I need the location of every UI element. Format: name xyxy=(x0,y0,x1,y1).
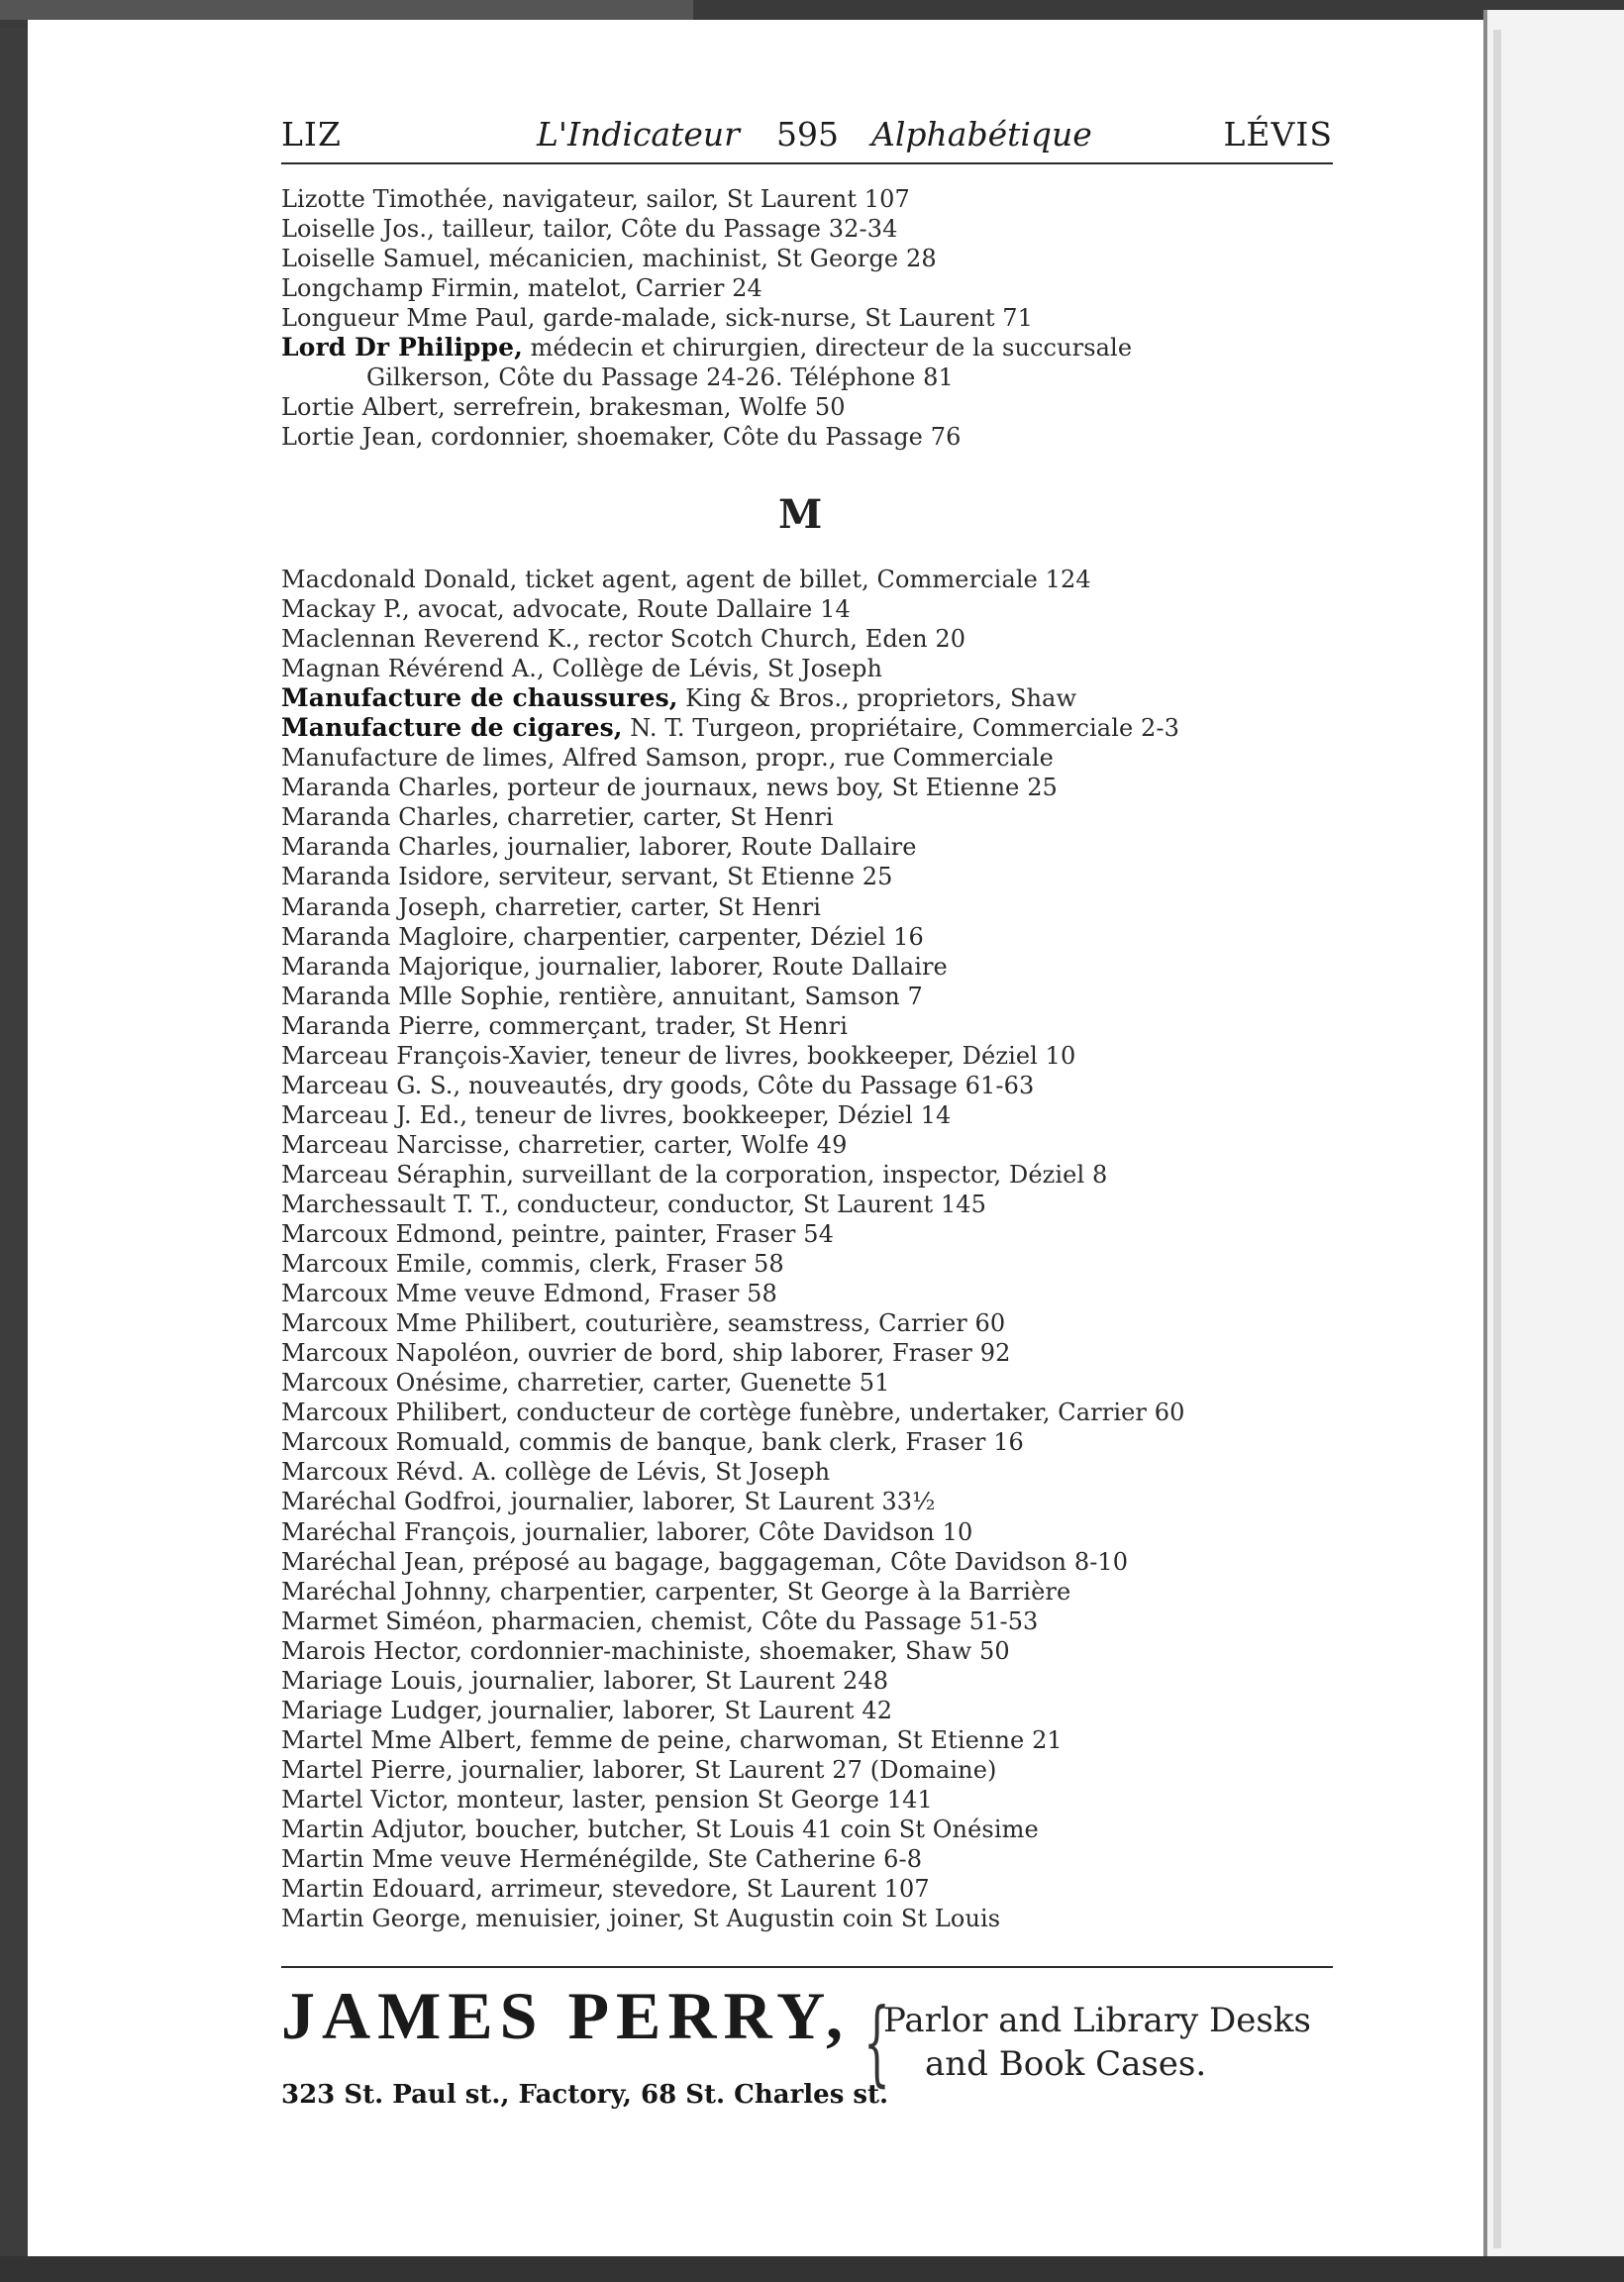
advertiser-name: JAMES PERRY, xyxy=(281,1978,851,2053)
advertisement-rule xyxy=(281,1966,1333,1968)
entry-text: médecin et chirurgien, directeur de la succursale xyxy=(522,334,1133,363)
section-letter-heading: M xyxy=(778,491,823,538)
page-gutter-shadow xyxy=(1493,30,1501,2248)
directory-entry xyxy=(281,363,1370,392)
entry-bold-name: Lord Dr Philippe, xyxy=(281,333,523,363)
directory-entry xyxy=(281,624,1370,654)
entry-text: Marcoux Révd. A. collège de Lévis, St Joseph xyxy=(281,1458,831,1487)
directory-entry xyxy=(281,832,1370,862)
advertisement-products-line-2: and Book Cases. xyxy=(925,2044,1207,2084)
directory-entry xyxy=(281,565,1370,594)
header-title: L'Indicateur xyxy=(537,115,740,154)
directory-entry xyxy=(281,1368,1370,1398)
scan-border-bottom xyxy=(0,2256,1624,2282)
entry-text: Marceau François-Xavier, teneur de livres, bookkeeper, Déziel 10 xyxy=(281,1041,1076,1070)
directory-entry xyxy=(281,1666,1370,1696)
directory-entry xyxy=(281,184,1370,214)
directory-entry xyxy=(281,1696,1370,1725)
entry-text: King & Bros., proprietors, Shaw xyxy=(677,684,1077,713)
directory-entry xyxy=(281,1308,1370,1338)
entry-text: Manufacture de limes, Alfred Samson, propr., rue Commerciale xyxy=(281,744,1054,773)
directory-entry xyxy=(281,1844,1370,1874)
scan-border-top-shadow xyxy=(0,0,693,20)
directory-entry xyxy=(281,1487,1370,1516)
entry-text: Maranda Charles, charretier, carter, St Henri xyxy=(281,803,834,832)
entry-text: Longchamp Firmin, matelot, Carrier 24 xyxy=(281,274,762,303)
scan-border-left xyxy=(0,0,28,2282)
entry-text: Martin Edouard, arrimeur, stevedore, St Laurent 107 xyxy=(281,1875,930,1904)
page-number: 595 xyxy=(776,115,839,154)
entry-text: Marchessault T. T., conducteur, conductor, St Laurent 145 xyxy=(281,1190,987,1218)
directory-entry xyxy=(281,273,1370,303)
entry-text: Marmet Siméon, pharmacien, chemist, Côte du Passage 51-53 xyxy=(281,1607,1039,1635)
entry-text: Macdonald Donald, ticket agent, agent de billet, Commerciale 124 xyxy=(281,566,1091,593)
directory-entry xyxy=(281,1219,1370,1249)
directory-entry xyxy=(281,1427,1370,1457)
directory-entry xyxy=(281,1011,1370,1041)
entry-text: Maranda Mlle Sophie, rentière, annuitant, Samson 7 xyxy=(281,982,923,1010)
directory-entry xyxy=(281,1190,1370,1219)
entry-text: Maréchal Johnny, charpentier, carpenter, St George à la Barrière xyxy=(281,1577,1071,1606)
advertisement-products-line-1: Parlor and Library Desks xyxy=(883,2001,1311,2040)
entry-text: Maréchal François, journalier, laborer, Côte Davidson 10 xyxy=(281,1517,973,1546)
entry-text: Marceau J. Ed., teneur de livres, bookkeeper, Déziel 14 xyxy=(281,1100,952,1129)
directory-entry xyxy=(281,802,1370,832)
entry-text: Magnan Révérend A., Collège de Lévis, St Joseph xyxy=(281,655,883,683)
entry-text: Gilkerson, Côte du Passage 24-26. Téléphone 81 xyxy=(366,363,954,392)
entry-text: Maréchal Jean, préposé au bagage, baggageman, Côte Davidson 8-10 xyxy=(281,1547,1129,1576)
header-range-end: LÉVIS xyxy=(1223,115,1333,154)
directory-entry xyxy=(281,333,1370,363)
entry-text: Marois Hector, cordonnier-machiniste, shoemaker, Shaw 50 xyxy=(281,1636,1010,1665)
directory-entry xyxy=(281,1547,1370,1577)
directory-entry xyxy=(281,1607,1370,1636)
entry-text: Marceau Séraphin, surveillant de la corporation, inspector, Déziel 8 xyxy=(281,1160,1108,1189)
entry-text: Loiselle Samuel, mécanicien, machinist, St George 28 xyxy=(281,245,937,273)
directory-entry xyxy=(281,594,1370,624)
directory-entry xyxy=(281,214,1370,244)
directory-list-m xyxy=(281,565,1370,1933)
entry-text: Martin George, menuisier, joiner, St Augustin coin St Louis xyxy=(281,1905,1001,1933)
entry-text: Loiselle Jos., tailleur, tailor, Côte du Passage 32-34 xyxy=(281,215,898,244)
directory-entry xyxy=(281,1815,1370,1844)
directory-entry xyxy=(281,1100,1370,1130)
directory-entry xyxy=(281,773,1370,802)
entry-text: Mackay P., avocat, advocate, Route Dallaire 14 xyxy=(281,595,851,624)
directory-entry xyxy=(281,1398,1370,1427)
entry-text: Marcoux Philibert, conducteur de cortège funèbre, undertaker, Carrier 60 xyxy=(281,1399,1185,1427)
entry-text: Marcoux Emile, commis, clerk, Fraser 58 xyxy=(281,1250,784,1279)
directory-entry xyxy=(281,1517,1370,1547)
directory-entry xyxy=(281,982,1370,1011)
header-range-start: LIZ xyxy=(281,115,342,154)
entry-text: Mariage Louis, journalier, laborer, St Laurent 248 xyxy=(281,1666,889,1695)
entry-text: Lortie Jean, cordonnier, shoemaker, Côte du Passage 76 xyxy=(281,423,962,452)
running-header xyxy=(281,111,1333,164)
entry-text: Marcoux Mme Philibert, couturière, seamstress, Carrier 60 xyxy=(281,1309,1006,1338)
directory-entry xyxy=(281,743,1370,773)
directory-entry xyxy=(281,1279,1370,1308)
directory-entry xyxy=(281,1338,1370,1368)
directory-entry xyxy=(281,922,1370,952)
entry-text: Mariage Ludger, journalier, laborer, St Laurent 42 xyxy=(281,1696,893,1724)
directory-entry xyxy=(281,392,1370,422)
entry-text: Marceau Narcisse, charretier, carter, Wolfe 49 xyxy=(281,1130,848,1159)
entry-text: N. T. Turgeon, propriétaire, Commerciale 2-3 xyxy=(622,714,1179,743)
directory-entry xyxy=(281,1249,1370,1279)
directory-entry xyxy=(281,1071,1370,1100)
directory-entry xyxy=(281,713,1370,743)
directory-entry xyxy=(281,1785,1370,1815)
directory-entry xyxy=(281,683,1370,713)
entry-text: Marceau G. S., nouveautés, dry goods, Côte du Passage 61-63 xyxy=(281,1071,1035,1099)
directory-entry xyxy=(281,862,1370,891)
entry-text: Maranda Joseph, charretier, carter, St Henri xyxy=(281,892,822,921)
directory-entry xyxy=(281,1725,1370,1755)
entry-text: Maranda Charles, porteur de journaux, news boy, St Etienne 25 xyxy=(281,774,1058,802)
directory-entry xyxy=(281,303,1370,333)
entry-text: Marcoux Romuald, commis de banque, bank clerk, Fraser 16 xyxy=(281,1428,1024,1457)
entry-text: Marcoux Onésime, charretier, carter, Guenette 51 xyxy=(281,1369,890,1398)
advertiser-address: 323 St. Paul st., Factory, 68 St. Charles st. xyxy=(281,2080,889,2110)
entry-text: Maclennan Reverend K., rector Scotch Church, Eden 20 xyxy=(281,625,966,654)
entry-text: Marcoux Edmond, peintre, painter, Fraser 54 xyxy=(281,1220,834,1249)
entry-text: Martin Mme veuve Herménégilde, Ste Catherine 6-8 xyxy=(281,1845,923,1874)
entry-text: Marcoux Napoléon, ouvrier de bord, ship laborer, Fraser 92 xyxy=(281,1339,1011,1368)
entry-text: Marcoux Mme veuve Edmond, Fraser 58 xyxy=(281,1280,777,1308)
directory-entry xyxy=(281,1041,1370,1071)
entry-text: Martel Pierre, journalier, laborer, St Laurent 27 (Domaine) xyxy=(281,1755,997,1784)
header-subtitle: Alphabétique xyxy=(871,115,1092,154)
entry-text: Martin Adjutor, boucher, butcher, St Louis 41 coin St Onésime xyxy=(281,1815,1039,1843)
entry-text: Lizotte Timothée, navigateur, sailor, St Laurent 107 xyxy=(281,185,910,213)
directory-list-l xyxy=(281,184,1370,452)
directory-entry xyxy=(281,1874,1370,1904)
entry-text: Maranda Pierre, commerçant, trader, St Henri xyxy=(281,1011,848,1040)
entry-text: Maranda Charles, journalier, laborer, Route Dallaire xyxy=(281,833,917,862)
entry-text: Maranda Majorique, journalier, laborer, Route Dallaire xyxy=(281,952,948,981)
advertisement-brace: { xyxy=(863,1989,890,2097)
directory-entry xyxy=(281,1457,1370,1487)
directory-entry xyxy=(281,952,1370,982)
entry-text: Lortie Albert, serrefrein, brakesman, Wolfe 50 xyxy=(281,393,846,422)
directory-entry xyxy=(281,422,1370,452)
directory-entry xyxy=(281,244,1370,273)
entry-text: Martel Victor, monteur, laster, pension St George 141 xyxy=(281,1785,933,1814)
entry-bold-name: Manufacture de cigares, xyxy=(281,713,623,743)
directory-entry xyxy=(281,1130,1370,1160)
directory-entry xyxy=(281,1755,1370,1785)
entry-text: Maranda Magloire, charpentier, carpenter, Déziel 16 xyxy=(281,922,924,951)
directory-entry xyxy=(281,1636,1370,1666)
directory-entry xyxy=(281,1160,1370,1190)
entry-bold-name: Manufacture de chaussures, xyxy=(281,683,678,713)
entry-text: Longueur Mme Paul, garde-malade, sick-nurse, St Laurent 71 xyxy=(281,304,1034,333)
directory-entry xyxy=(281,892,1370,922)
directory-entry xyxy=(281,654,1370,683)
adjacent-page-edge xyxy=(1483,10,1624,2282)
directory-entry xyxy=(281,1904,1370,1933)
entry-text: Maranda Isidore, serviteur, servant, St Etienne 25 xyxy=(281,863,893,891)
entry-text: Martel Mme Albert, femme de peine, charwoman, St Etienne 21 xyxy=(281,1725,1063,1754)
entry-text: Maréchal Godfroi, journalier, laborer, St Laurent 33½ xyxy=(281,1488,936,1516)
directory-entry xyxy=(281,1577,1370,1607)
